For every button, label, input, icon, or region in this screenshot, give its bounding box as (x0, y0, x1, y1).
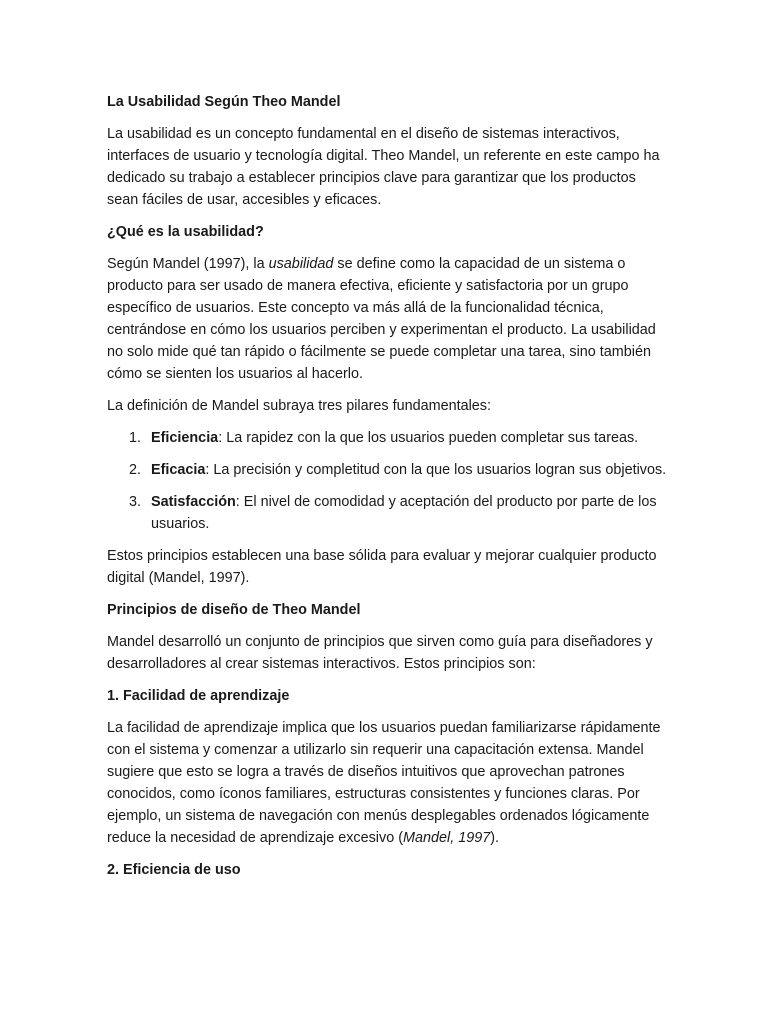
list-term: Satisfacción (151, 494, 236, 510)
list-text (151, 491, 668, 535)
principles-intro-paragraph: Mandel desarrolló un conjunto de principios que sirven como guía para diseñadores y desarrolladores al crear sistemas interactivos. Estos principios son: (107, 634, 653, 672)
list-term: Eficacia (151, 462, 206, 478)
list-term: Eficiencia (151, 430, 219, 446)
pillars-intro-paragraph: La definición de Mandel subraya tres pilares fundamentales: (107, 398, 491, 414)
list-text (151, 459, 668, 481)
principles-basis-paragraph: Estos principios establecen una base sólida para evaluar y mejorar cualquier producto digital (Mandel, 1997). (107, 548, 657, 586)
section-heading-what-is-usability: ¿Qué es la usabilidad? (107, 224, 264, 240)
list-number: 1. (129, 430, 142, 446)
list-number: 3. (129, 494, 142, 510)
definition-term: usabilidad (268, 256, 334, 272)
section-heading-design-principles: Principios de diseño de Theo Mandel (107, 602, 361, 618)
list-item (107, 427, 668, 449)
citation: Mandel, 1997 (403, 830, 491, 846)
ease-of-learning-paragraph (107, 717, 668, 849)
list-description: : La precisión y completitud con la que los usuarios logran sus objetivos. (205, 462, 667, 478)
definition-text-start: Según Mandel (1997), la (107, 256, 269, 272)
list-description: : La rapidez con la que los usuarios pueden completar sus tareas. (218, 430, 639, 446)
list-number: 2. (129, 462, 142, 478)
definition-text-end: se define como la capacidad de un sistema o producto para ser usado de manera efectiva, eficiente y satisfactoria por un grupo específico de usuarios. Este concepto va más allá de la funcionalidad técnica, centrándose en cómo los usuarios perciben y experimentan el producto. La usabilidad no solo mide qué tan rápido o fácilmente se puede completar una tarea, sino también cómo se sienten los usuarios al hacerlo. (107, 256, 656, 382)
citation-end: ). (490, 830, 500, 846)
list-item (107, 491, 668, 535)
subheading-ease-of-learning: 1. Facilidad de aprendizaje (107, 688, 290, 704)
list-text (151, 427, 668, 449)
intro-paragraph: La usabilidad es un concepto fundamental en el diseño de sistemas interactivos, interfaces de usuario y tecnología digital. Theo Mandel, un referente en este campo ha dedicado su trabajo a establecer principios clave para garantizar que los productos sean fáciles de usar, accesibles y eficaces. (107, 126, 660, 208)
subheading-efficiency-of-use: 2. Eficiencia de uso (107, 862, 241, 878)
ease-of-learning-text: La facilidad de aprendizaje implica que los usuarios puedan familiarizarse rápidamente con el sistema y comenzar a utilizarlo sin requerir una capacitación extensa. Mandel sugiere que esto se logra a través de diseños intuitivos que aprovechan patrones conocidos, como íconos familiares, estructuras consistentes y funciones claras. Por ejemplo, un sistema de navegación con menús desplegables ordenados lógicamente reduce la necesidad de aprendizaje excesivo ( (107, 720, 661, 846)
list-description: : El nivel de comodidad y aceptación del producto por parte de los usuarios. (151, 494, 657, 532)
list-item (107, 459, 668, 481)
pillars-list (107, 427, 668, 535)
definition-paragraph (107, 253, 668, 385)
document-title: La Usabilidad Según Theo Mandel (107, 94, 341, 110)
